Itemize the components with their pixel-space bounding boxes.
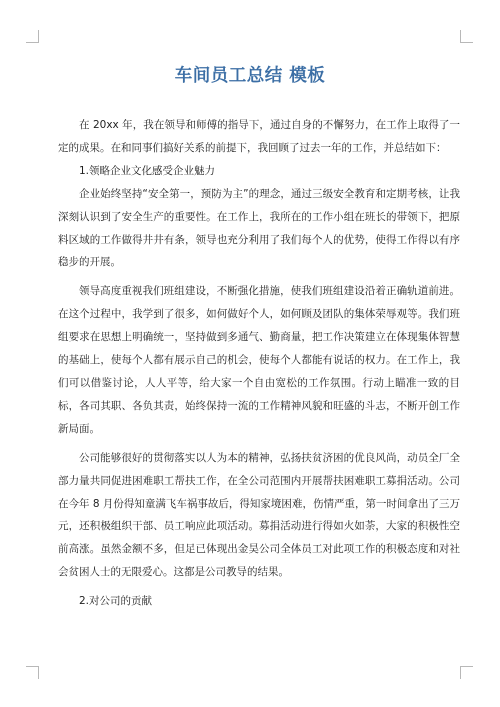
section-heading-2: 2.对公司的贡献	[79, 595, 153, 608]
body-paragraph-team: 领导高度重视我们班组建设，不断强化措施，使我们班组建设沿着正确轨道前进。在这个过程中，我学到了很多，如何做好个人，如何顾及团队的集体荣辱观等。我们班组要求在思想上明确统一，坚持做到多通气、勤商量，把工作决策建立在体现集体智慧的基础上，使每个人都有展示自己的机会，使每个人都能有说话的权力。在工作上，我们可以借鉴讨论，人人平等，给大家一个自由宽松的工作氛围。行动上瞄准一致的目标，各司其职、各负其责，始终保持一流的工作精神风貌和旺盛的斗志，不断开创工作新局面。	[58, 285, 460, 435]
section-heading-1: 1.领略企业文化感受企业魅力	[79, 164, 216, 177]
body-paragraph-charity: 公司能够很好的贯彻落实以人为本的精神，弘扬扶贫济困的优良风尚，动员全厂全部力量共同促进困难职工帮扶工作，在全公司范围内开展帮扶困难职工募捐活动。公司在今年 8 月份得知童满飞车祸事故后，得知家境困难，伤情严重，第一时间拿出了三万元，还积极组织干部、员工响应此项活动。募捐活动进行得如火如荼，大家的积极性空前高涨。虽然金额不多，但足已体现出金昊公司全体员工对此项工作的积极态度和对社会贫困人士的无限爱心。这都是公司教导的结果。	[58, 451, 460, 579]
intro-paragraph: 在 20xx 年，我在领导和师傅的指导下，通过自身的不懈努力，在工作上取得了一定的成果。在和同事们搞好关系的前提下，我回顾了过去一年的工作，并总结如下：	[58, 119, 460, 154]
page-corner-mark-bottom-left	[26, 666, 39, 679]
document-title: 车间员工总结 模板	[174, 66, 326, 86]
document-body	[58, 114, 460, 613]
page-corner-mark-top-left	[26, 30, 39, 43]
page-corner-mark-top-right	[460, 30, 473, 43]
page-corner-mark-bottom-right	[460, 666, 473, 679]
body-paragraph-safety: 企业始终坚持“安全第一，预防为主”的理念，通过三级安全教育和定期考核，让我深刻认识到了安全生产的重要性。在工作上，我所在的工作小组在班长的带领下，把原料区域的工作做得井井有条，领导也充分利用了我们每个人的优势，使得工作得以有序稳步的开展。	[58, 187, 460, 269]
